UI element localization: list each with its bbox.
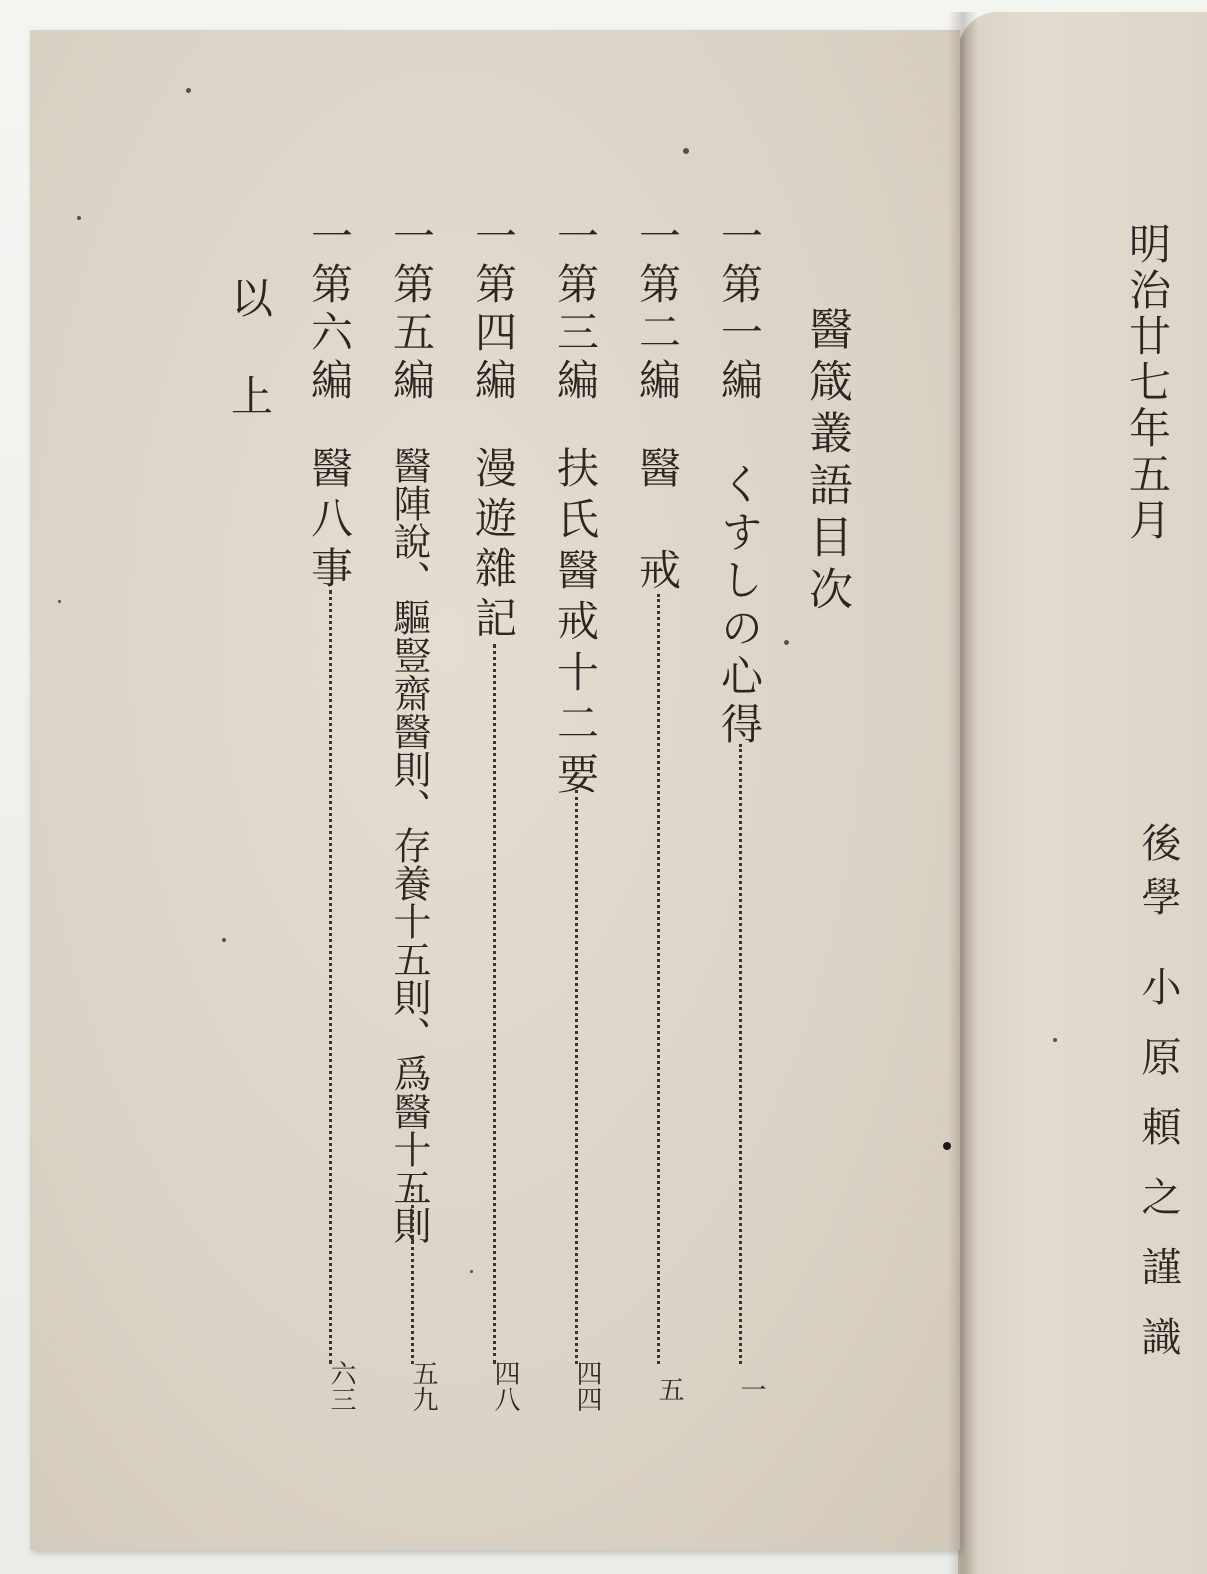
entry-name: 醫戒 — [633, 446, 682, 650]
toc-entry-5 — [387, 214, 438, 1414]
entry-page-number: 四八 — [490, 1360, 520, 1412]
paper-speck — [77, 216, 81, 220]
preface-date: 明治廿七年五月 — [1123, 222, 1172, 544]
entry-label: 一第六編 — [305, 214, 354, 406]
entry-name: 醫陣說、驅豎齋醫則、存養十五則、爲醫十五則 — [387, 446, 431, 1244]
entry-label: 一第三編 — [551, 214, 600, 406]
entry-name: 漫遊雜記 — [469, 446, 518, 646]
author-name: 小原頼之謹識 — [1135, 966, 1181, 1386]
entry-page-number: 五九 — [408, 1360, 438, 1412]
paper-speck — [943, 1142, 951, 1150]
paper-speck — [683, 148, 689, 154]
entry-name: 醫八事 — [305, 446, 354, 596]
entry-name: くすしの心得 — [715, 462, 764, 750]
dot-leader — [329, 590, 332, 1364]
entry-label: 一第一編 — [715, 214, 764, 406]
dot-leader — [657, 594, 660, 1364]
toc-title: 醫箴叢語目次 — [801, 306, 852, 618]
author-title: 後學 — [1135, 822, 1181, 930]
entry-name: 扶氏醫戒十二要 — [551, 446, 600, 803]
entry-label: 一第四編 — [469, 214, 518, 406]
entry-label: 一第二編 — [633, 214, 682, 406]
entry-page-number: 四四 — [572, 1360, 602, 1412]
toc-entry-6 — [305, 214, 356, 1414]
entry-label: 一第五編 — [387, 214, 436, 406]
entry-page-number: 五 — [654, 1376, 684, 1402]
dot-leader — [411, 1186, 414, 1364]
entry-page-number: 一 — [736, 1376, 766, 1402]
entry-page-number: 六三 — [326, 1360, 356, 1412]
toc-entry-1 — [715, 214, 766, 1414]
paper-speck — [222, 938, 226, 942]
dot-leader — [739, 744, 742, 1364]
paper-speck — [58, 600, 61, 603]
toc-entry-3 — [551, 214, 602, 1414]
toc-entry-4 — [469, 214, 520, 1414]
dot-leader — [493, 644, 496, 1364]
book-gutter — [948, 12, 978, 1574]
paper-speck — [1053, 1038, 1057, 1042]
dot-leader — [575, 790, 578, 1364]
paper-speck — [186, 88, 191, 93]
toc-entry-2 — [633, 214, 684, 1414]
paper-speck — [784, 640, 789, 645]
closing-mark: 以上 — [225, 276, 274, 472]
